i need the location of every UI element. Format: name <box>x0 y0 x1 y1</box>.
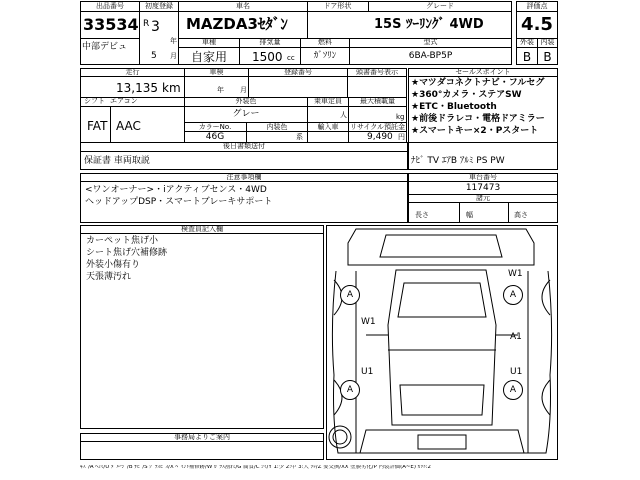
damage-mark-a1: A1 <box>510 332 522 342</box>
first-reg-month: 5 <box>151 51 157 61</box>
plate-label: 登録番号 <box>284 68 312 76</box>
capacity-label: 乗車定員 <box>314 97 342 105</box>
exhibit-no-label: 出品番号 <box>96 2 124 10</box>
width-label: 幅 <box>466 211 473 219</box>
mileage: 13,135 <box>116 81 158 95</box>
dims-label: 諸元 <box>476 194 490 202</box>
interior-color-label: 内装色 <box>266 123 288 131</box>
mileage-label: 走行 <box>125 68 140 76</box>
damage-mark-w1: W1 <box>508 269 523 279</box>
footer-legend: ｷｽﾞ/A ﾍｺﾐ/U ﾀﾞﾒｰｼﾞ/B ｻﾋﾞ/S ｸﾞﾗｽﾋﾞｽ/X ﾍﾟｲﾝﾄ補修跡/W ｶﾞﾗｽ割れ/G 腐食/C ｼﾐ/Y 1:少 2:中 3:大 ﾜﾚ/Z 要交換/XX 塗膜劣化/P 内装評価(A~E) ｶｯﾄ:2 <box>80 465 431 470</box>
damage-mark-a: A <box>503 380 523 400</box>
exhibit-no: 33534 <box>83 15 139 34</box>
ac-value: AAC <box>116 119 141 133</box>
debut-label: 中部デビュ <box>82 42 128 52</box>
load-label: 最大積載量 <box>360 97 395 105</box>
inspection-year-unit: 年 <box>217 86 224 94</box>
first-reg-year: 3 <box>151 19 160 35</box>
record-value: 保証書 車両取説 <box>84 156 150 166</box>
inspection-month-unit: 月 <box>240 86 247 94</box>
body-type-label: 車種 <box>202 38 216 46</box>
import-label: 輸入車 <box>317 123 339 131</box>
damage-mark-a: A <box>340 380 360 400</box>
color-label: 外装色 <box>235 97 257 105</box>
displacement-label: 排気量 <box>259 38 281 46</box>
notes-line: ヘッドアップDSP・スマートブレーキサポート <box>85 197 273 207</box>
sales-point-item: ★スマートキー×2・Pスタート <box>411 126 539 136</box>
sales-point-item: ★ETC・Bluetooth <box>411 102 497 112</box>
inspector-line: 天張薄汚れ <box>86 272 132 282</box>
load-unit: kg <box>396 113 405 121</box>
first-reg-era: R <box>143 19 150 29</box>
equipment-value: ﾅﾋﾞ TV ｴｱB ｱﾙﾐ PS PW <box>411 156 505 166</box>
displacement-unit: cc <box>287 54 295 62</box>
door-label: ドア形状 <box>323 2 352 10</box>
height-label: 高さ <box>514 211 528 219</box>
chassis-label: 車台番号 <box>469 173 497 181</box>
damage-mark-a: A <box>340 285 360 305</box>
color-no-label: カラーNo. <box>198 123 232 131</box>
month-unit: 月 <box>170 52 177 60</box>
record-label: 後日書類送付 <box>223 142 265 150</box>
recycle-fee-label: リサイクル預託金 <box>349 123 406 131</box>
shift-value: FAT <box>87 119 108 133</box>
inspector-line: 外装小傷有り <box>86 260 141 270</box>
body-type: 自家用 <box>190 50 227 64</box>
damage-mark-u1: U1 <box>361 367 374 377</box>
rating-label: 評価点 <box>526 2 548 10</box>
rating: 4.5 <box>521 14 553 35</box>
sales-point-item: ★360°カメラ・ステアSW <box>411 90 522 100</box>
recycle-fee-unit: 円 <box>398 133 405 141</box>
sales-point-item: ★前後ドラレコ・電格ドアミラー <box>411 114 545 124</box>
interior-grade: B <box>543 50 552 64</box>
fuel-label: 燃料 <box>318 38 332 46</box>
mileage-unit: km <box>162 81 181 95</box>
inspector-line: カーペット焦げ小 <box>86 236 159 246</box>
color-no: 46G <box>205 132 225 142</box>
damage-mark-u1: U1 <box>510 367 523 377</box>
damage-mark-w1: W1 <box>361 317 376 327</box>
damage-mark-a: A <box>503 285 523 305</box>
exterior-grade: B <box>522 50 532 64</box>
model-label: 型式 <box>423 38 438 46</box>
office-label: 事務局よりご案内 <box>174 433 230 441</box>
side-mark: 系 <box>296 133 303 141</box>
first-reg-label: 初度登録 <box>145 2 173 10</box>
notes-line: <ワンオーナー>・iアクティブセンス・4WD <box>85 185 267 195</box>
car-name-label: 車名 <box>236 2 250 10</box>
chassis-value: 117473 <box>465 183 501 193</box>
fuel: ｶﾞｿﾘﾝ <box>313 51 337 61</box>
color: グレー <box>232 109 260 119</box>
notes-label: 注意事項欄 <box>226 173 262 181</box>
ac-label: エアコン <box>110 97 138 105</box>
recycle-no-label: 頭書番号表示 <box>356 68 398 76</box>
shift-label: シフト <box>84 97 105 105</box>
displacement: 1500 <box>252 50 283 64</box>
interior-label: 内装 <box>540 38 555 46</box>
length-label: 長さ <box>415 211 429 219</box>
capacity-unit: 人 <box>340 111 347 119</box>
sales-point-item: ★マツダコネクトナビ・フルセグ <box>411 78 545 88</box>
grade-label: グレード <box>426 2 454 10</box>
exterior-label: 外装 <box>520 38 534 46</box>
grade: 15S ﾂｰﾘﾝｸﾞ 4WD <box>374 17 484 32</box>
car-outline-diagram <box>326 225 558 460</box>
car-name: MAZDA3ｾﾀﾞﾝ <box>186 15 288 33</box>
model: 6BA-BP5P <box>408 51 453 61</box>
inspector-line: シート焦げ穴補修跡 <box>86 248 168 258</box>
recycle-fee: 9,490 <box>367 132 393 142</box>
inspection-label: 車検 <box>209 68 224 76</box>
sales-points-label: セールスポイント <box>455 68 511 76</box>
inspector-label: 検査員記入欄 <box>181 225 223 233</box>
year-unit: 年 <box>170 37 177 45</box>
